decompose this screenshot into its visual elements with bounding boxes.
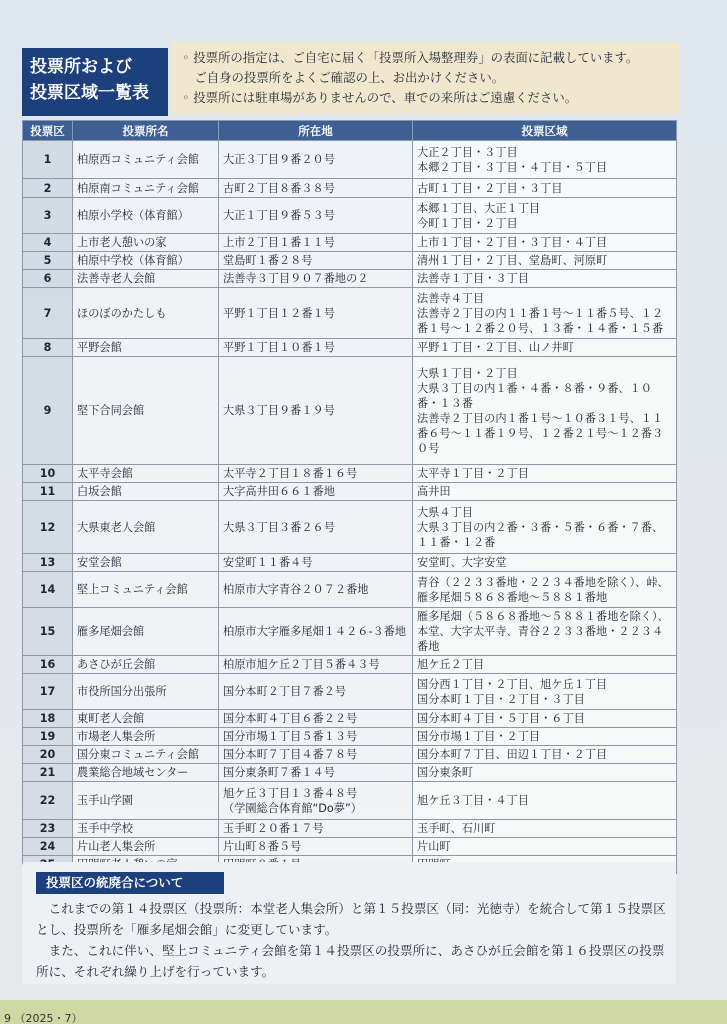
page-title	[22, 48, 168, 116]
district-area: 平野１丁目・２丁目、山ノ井町	[413, 339, 677, 357]
district-area: 安堂町、大字安堂	[413, 554, 677, 572]
header-district: 投票区	[23, 121, 73, 141]
station-name: 玉手中学校	[73, 820, 219, 838]
station-name: 柏原西コミュニティ会館	[73, 141, 219, 179]
district-number: 1	[23, 141, 73, 179]
district-number: 22	[23, 782, 73, 820]
table-row	[23, 179, 677, 198]
station-address: 国分本町７丁目４番７８号	[219, 746, 413, 764]
station-address: 大正１丁目９番５３号	[219, 198, 413, 234]
district-number: 11	[23, 483, 73, 501]
district-number: 5	[23, 252, 73, 270]
district-number: 12	[23, 501, 73, 554]
district-number: 18	[23, 710, 73, 728]
section-body	[36, 898, 666, 982]
district-area: 国分東条町	[413, 764, 677, 782]
station-address: 国分本町２丁目７番２号	[219, 674, 413, 710]
district-area: 国分本町４丁目・５丁目・６丁目	[413, 710, 677, 728]
station-address: 柏原市大字雁多尾畑１４２６-３番地	[219, 608, 413, 656]
district-area: 清州１丁目・２丁目、堂島町、河原町	[413, 252, 677, 270]
station-address: 安堂町１１番４号	[219, 554, 413, 572]
polling-station-table	[22, 120, 677, 874]
table-row	[23, 674, 677, 710]
district-number: 19	[23, 728, 73, 746]
table-row	[23, 288, 677, 339]
district-area: 大県１丁目・２丁目 大県３丁目の内１番・４番・８番・９番、１０番・１３番 法善寺２丁目の内１番１号～１０番３１号、１１番６号～１１番１９号、１２番２１号～１２番３０号	[413, 357, 677, 465]
station-address: 玉手町２０番１７号	[219, 820, 413, 838]
table-row	[23, 746, 677, 764]
station-address: 平野１丁目１２番１号	[219, 288, 413, 339]
table-row	[23, 234, 677, 252]
station-address: 柏原市大字青谷２０７２番地	[219, 572, 413, 608]
district-area: 法善寺１丁目・３丁目	[413, 270, 677, 288]
station-name: 雁多尾畑会館	[73, 608, 219, 656]
table-row	[23, 764, 677, 782]
notice-line: ◦ 投票所には駐車場がありませんので、車での来所はご遠慮ください。	[182, 90, 578, 105]
district-number: 23	[23, 820, 73, 838]
table-row	[23, 838, 677, 856]
district-area: 国分本町７丁目、田辺１丁目・２丁目	[413, 746, 677, 764]
notice-line: ◦ 投票所の指定は、ご自宅に届く「投票所入場整理券」の表面に記載しています。	[182, 50, 639, 65]
district-area: 片山町	[413, 838, 677, 856]
header-station-name: 投票所名	[73, 121, 219, 141]
station-address: 古町２丁目８番３８号	[219, 179, 413, 198]
header-address: 所在地	[219, 121, 413, 141]
table-row	[23, 252, 677, 270]
table-row	[23, 501, 677, 554]
district-number: 9	[23, 357, 73, 465]
table-row	[23, 572, 677, 608]
district-area: 法善寺４丁目 法善寺２丁目の内１１番１号～１１番５号、１２番１号～１２番２０号、１３番・１４番・１５番	[413, 288, 677, 339]
district-area: 国分市場１丁目・２丁目	[413, 728, 677, 746]
consolidation-section	[22, 862, 676, 984]
station-address: 大県３丁目９番１９号	[219, 357, 413, 465]
district-number: 3	[23, 198, 73, 234]
district-number: 13	[23, 554, 73, 572]
district-number: 7	[23, 288, 73, 339]
section-paragraph: これまでの第１４投票区（投票所：本堂老人集会所）と第１５投票区（同：光徳寺）を統合して第１５投票区とし、投票所を「雁多尾畑会館」に変更しています。	[36, 901, 666, 937]
header-area: 投票区域	[413, 121, 677, 141]
district-number: 10	[23, 465, 73, 483]
station-address: 堂島町１番２８号	[219, 252, 413, 270]
station-address: 片山町８番５号	[219, 838, 413, 856]
district-area: 高井田	[413, 483, 677, 501]
station-name: 玉手山学園	[73, 782, 219, 820]
station-name: 安堂会館	[73, 554, 219, 572]
station-name: 堅上コミュニティ会館	[73, 572, 219, 608]
station-name: ほのぼのかたしも	[73, 288, 219, 339]
station-name: 市役所国分出張所	[73, 674, 219, 710]
station-name: 平野会館	[73, 339, 219, 357]
title-line-1: 投票所および	[30, 57, 132, 77]
district-number: 6	[23, 270, 73, 288]
footer-band	[0, 1000, 727, 1024]
station-address: 国分本町４丁目６番２２号	[219, 710, 413, 728]
station-address: 国分東条町７番１４号	[219, 764, 413, 782]
table-row	[23, 357, 677, 465]
station-address: 旭ケ丘３丁目１３番４８号 （学園総合体育館“Do夢”）	[219, 782, 413, 820]
station-address: 国分市場１丁目５番１３号	[219, 728, 413, 746]
table-row	[23, 270, 677, 288]
district-area: 太平寺１丁目・２丁目	[413, 465, 677, 483]
district-number: 14	[23, 572, 73, 608]
table-row	[23, 820, 677, 838]
station-name: 大県東老人会館	[73, 501, 219, 554]
station-name: 片山老人集会所	[73, 838, 219, 856]
district-area: 玉手町、石川町	[413, 820, 677, 838]
station-name: 市場老人集会所	[73, 728, 219, 746]
station-name: 柏原南コミュニティ会館	[73, 179, 219, 198]
district-number: 15	[23, 608, 73, 656]
page-number: 9	[4, 1012, 11, 1024]
table-row	[23, 483, 677, 501]
station-name: 柏原中学校（体育館）	[73, 252, 219, 270]
district-area: 国分西１丁目・２丁目、旭ケ丘１丁目 国分本町１丁目・２丁目・３丁目	[413, 674, 677, 710]
station-name: 堅下合同会館	[73, 357, 219, 465]
table-row	[23, 728, 677, 746]
district-area: 青谷（２２３３番地・２２３４番地を除く）、峠、雁多尾畑５８６８番地～５８８１番地	[413, 572, 677, 608]
station-address: 上市２丁目１番１１号	[219, 234, 413, 252]
title-line-2: 投票区域一覧表	[30, 83, 149, 103]
district-number: 16	[23, 656, 73, 674]
table-header-row	[23, 121, 677, 141]
table-row	[23, 465, 677, 483]
table-row	[23, 339, 677, 357]
district-area: 大県４丁目 大県３丁目の内２番・３番・５番・６番・７番、１１番・１２番	[413, 501, 677, 554]
station-address: 太平寺２丁目１８番１６号	[219, 465, 413, 483]
district-area: 上市１丁目・２丁目・３丁目・４丁目	[413, 234, 677, 252]
station-name: 法善寺老人会館	[73, 270, 219, 288]
district-area: 古町１丁目・２丁目・３丁目	[413, 179, 677, 198]
section-title: 投票区の統廃合について	[36, 872, 224, 894]
district-number: 21	[23, 764, 73, 782]
station-address: 大正３丁目９番２０号	[219, 141, 413, 179]
table-row	[23, 198, 677, 234]
station-name: 白坂会館	[73, 483, 219, 501]
station-name: 太平寺会館	[73, 465, 219, 483]
table-row	[23, 141, 677, 179]
table-row	[23, 656, 677, 674]
district-number: 17	[23, 674, 73, 710]
station-address: 大県３丁目３番２６号	[219, 501, 413, 554]
district-area: 本郷１丁目、大正１丁目 今町１丁目・２丁目	[413, 198, 677, 234]
station-address: 平野１丁目１０番１号	[219, 339, 413, 357]
notice-box	[172, 42, 680, 114]
table-row	[23, 710, 677, 728]
table-row	[23, 782, 677, 820]
district-area: 旭ケ丘２丁目	[413, 656, 677, 674]
district-area: 大正２丁目・３丁目 本郷２丁目・３丁目・４丁目・５丁目	[413, 141, 677, 179]
district-number: 20	[23, 746, 73, 764]
station-name: 東町老人会館	[73, 710, 219, 728]
station-name: 国分東コミュニティ会館	[73, 746, 219, 764]
section-paragraph: また、これに伴い、堅上コミュニティ会館を第１４投票区の投票所に、あさひが丘会館を第１６投票区の投票所に、それぞれ繰り上げを行っています。	[36, 943, 665, 979]
footer-text	[4, 1010, 83, 1024]
station-name: あさひが丘会館	[73, 656, 219, 674]
district-number: 8	[23, 339, 73, 357]
station-name: 柏原小学校（体育館）	[73, 198, 219, 234]
station-address: 法善寺３丁目９０７番地の２	[219, 270, 413, 288]
table-body	[23, 141, 677, 874]
table-row	[23, 608, 677, 656]
district-number: 24	[23, 838, 73, 856]
station-address: 柏原市旭ケ丘２丁目５番４３号	[219, 656, 413, 674]
issue-date: （2025・7）	[14, 1012, 83, 1024]
district-area: 旭ケ丘３丁目・４丁目	[413, 782, 677, 820]
notice-line: ご自身の投票所をよくご確認の上、お出かけください。	[182, 70, 505, 85]
district-number: 2	[23, 179, 73, 198]
station-name: 上市老人憩いの家	[73, 234, 219, 252]
district-number: 4	[23, 234, 73, 252]
station-address: 大字高井田６６１番地	[219, 483, 413, 501]
district-area: 雁多尾畑（５８６８番地～５８８１番地を除く）、本堂、大字太平寺、青谷２２３３番地・２２３４番地	[413, 608, 677, 656]
table-row	[23, 554, 677, 572]
station-name: 農業総合地域センター	[73, 764, 219, 782]
